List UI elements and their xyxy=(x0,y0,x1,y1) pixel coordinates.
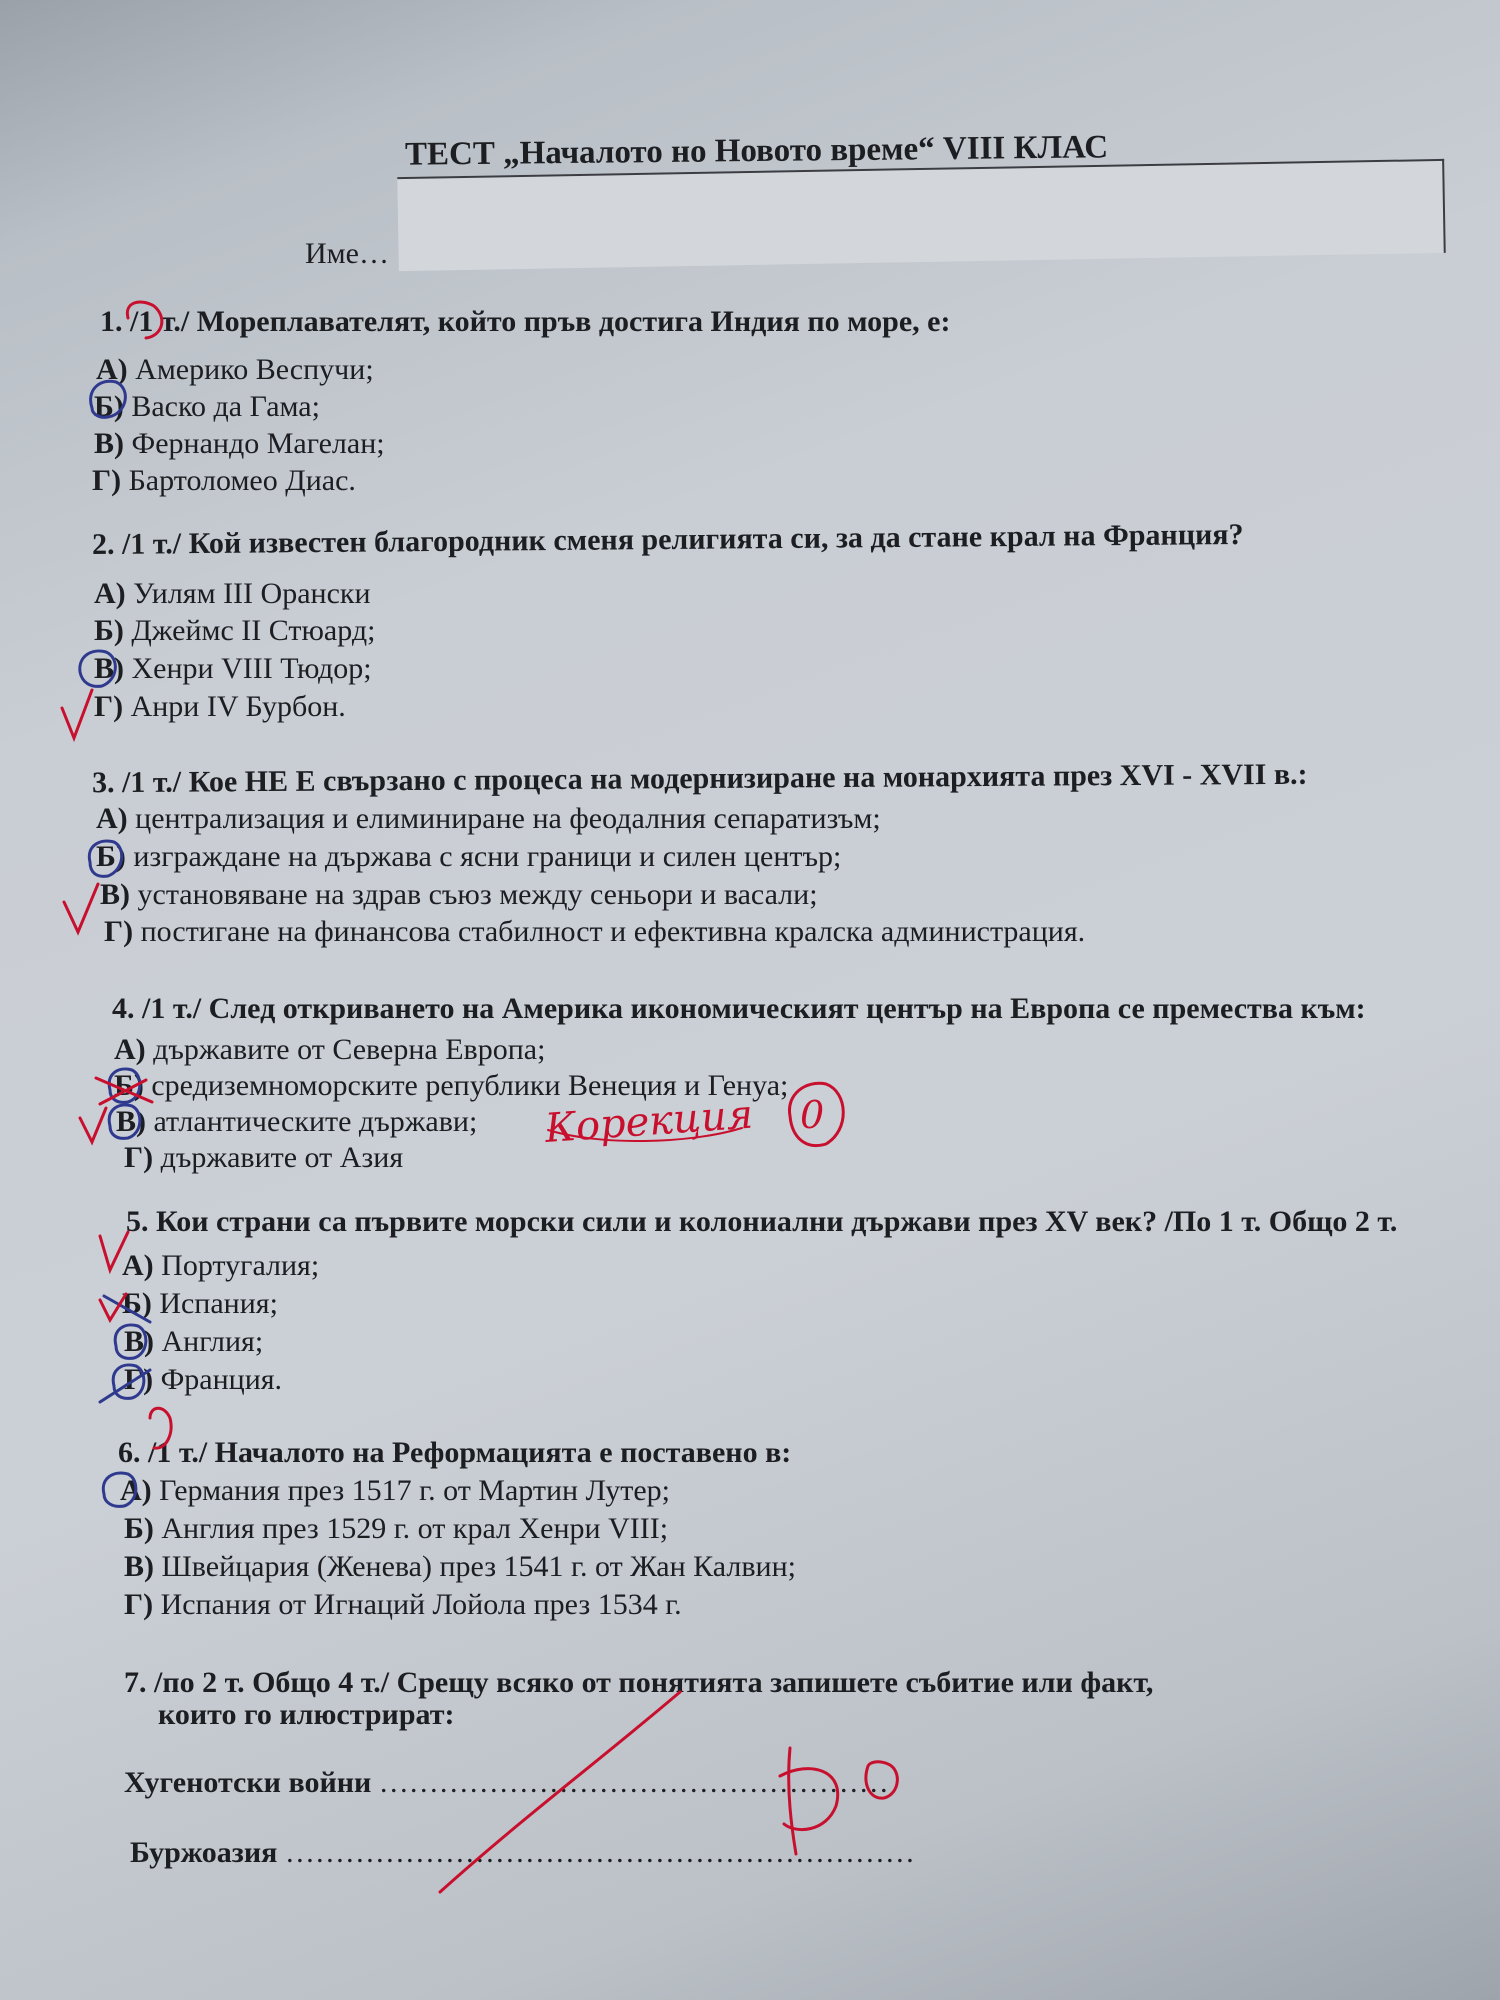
q3-option-b: Б) изграждане на държава с ясни граници и силен център; xyxy=(96,840,842,873)
q7-item-bourgeoisie: Буржоазия ……………………………………………………… xyxy=(130,1836,915,1869)
question-7: 7. /по 2 т. Общо 4 т./ Срещу всяко от понятията запишете събитие или факт, xyxy=(124,1666,1154,1699)
name-label: Име… xyxy=(305,237,389,270)
redacted-name-box xyxy=(397,159,1445,271)
question-1: 1. /1 т./ Мореплавателят, който пръв достига Индия по море, е: xyxy=(100,305,951,338)
q6-option-b: Б) Англия през 1529 г. от крал Хенри VIII; xyxy=(124,1512,669,1545)
question-7-cont: които го илюстрират: xyxy=(158,1698,455,1731)
q4-handwritten-score: 0 xyxy=(800,1093,825,1137)
q3-option-d: Г) постигане на финансова стабилност и ефективна кралска администрация. xyxy=(104,915,1086,948)
question-2: 2. /1 т./ Кой известен благородник сменя религията си, за да стане крал на Франция? xyxy=(91,517,1244,562)
q3-option-c: В) установяване на здрав съюз между сеньори и васали; xyxy=(100,878,818,911)
q6-option-d: Г) Испания от Игнаций Лойола през 1534 г. xyxy=(124,1588,682,1621)
q1-option-d: Г) Бартоломео Диас. xyxy=(92,464,356,497)
q2-option-d: Г) Анри IV Бурбон. xyxy=(94,690,346,723)
question-6: 6. /1 т./ Началото на Реформацията е поставено в: xyxy=(118,1436,792,1469)
q4-score-circle xyxy=(789,1083,843,1145)
q4-option-b: Б) средиземноморските републики Венеция и Генуа; xyxy=(114,1069,789,1102)
q4-option-a: А) държавите от Северна Европа; xyxy=(114,1033,546,1066)
question-5: 5. Кои страни са първите морски сили и колониални държави през XV век? /По 1 т. Общо 2 т. xyxy=(126,1205,1398,1238)
question-4: 4. /1 т./ След откриването на Америка икономическият център на Европа се премества към: xyxy=(112,992,1366,1025)
q3-checkmark xyxy=(64,884,98,932)
q1-option-c: В) Фернандо Магелан; xyxy=(94,427,385,460)
test-title: ТЕСТ „Началото но Новото време“ VIII КЛАС xyxy=(404,129,1109,173)
q3-option-a: А) централизация и елиминиране на феодалния сепаратизъм; xyxy=(96,802,881,835)
q2-option-c: В) Хенри VIII Тюдор; xyxy=(94,652,372,685)
q1-option-a: А) Америко Веспучи; xyxy=(96,353,374,386)
q4-option-c: В) атлантическите държави; xyxy=(116,1105,478,1138)
q4-option-d: Г) държавите от Азия xyxy=(124,1141,404,1174)
q6-option-a: А) Германия през 1517 г. от Мартин Лутер; xyxy=(120,1474,670,1507)
q5-option-c: В) Англия; xyxy=(124,1325,264,1358)
question-3: 3. /1 т./ Кое НЕ Е свързано с процеса на модернизиране на монархията през XVI - XVII в.: xyxy=(91,757,1308,800)
q2-checkmark xyxy=(62,690,92,738)
q4-checkmark xyxy=(80,1108,106,1142)
q7-item-huguenot-wars: Хугенотски войни …………………………………………… xyxy=(124,1766,889,1799)
q2-option-b: Б) Джеймс II Стюард; xyxy=(94,614,376,647)
q1-option-b: Б) Васко да Гама; xyxy=(94,390,320,423)
q4-handwritten-correction: Корекция xyxy=(543,1091,755,1152)
q2-option-a: А) Уилям III Орански xyxy=(94,577,371,610)
q5-option-a: А) Португалия; xyxy=(122,1249,320,1282)
q6-option-c: В) Швейцария (Женева) през 1541 г. от Жан Калвин; xyxy=(124,1550,796,1583)
q5-option-b: Б) Испания; xyxy=(122,1287,278,1320)
q5-option-d: Г) Франция. xyxy=(124,1363,283,1396)
q4-correction-underline xyxy=(548,1128,742,1141)
